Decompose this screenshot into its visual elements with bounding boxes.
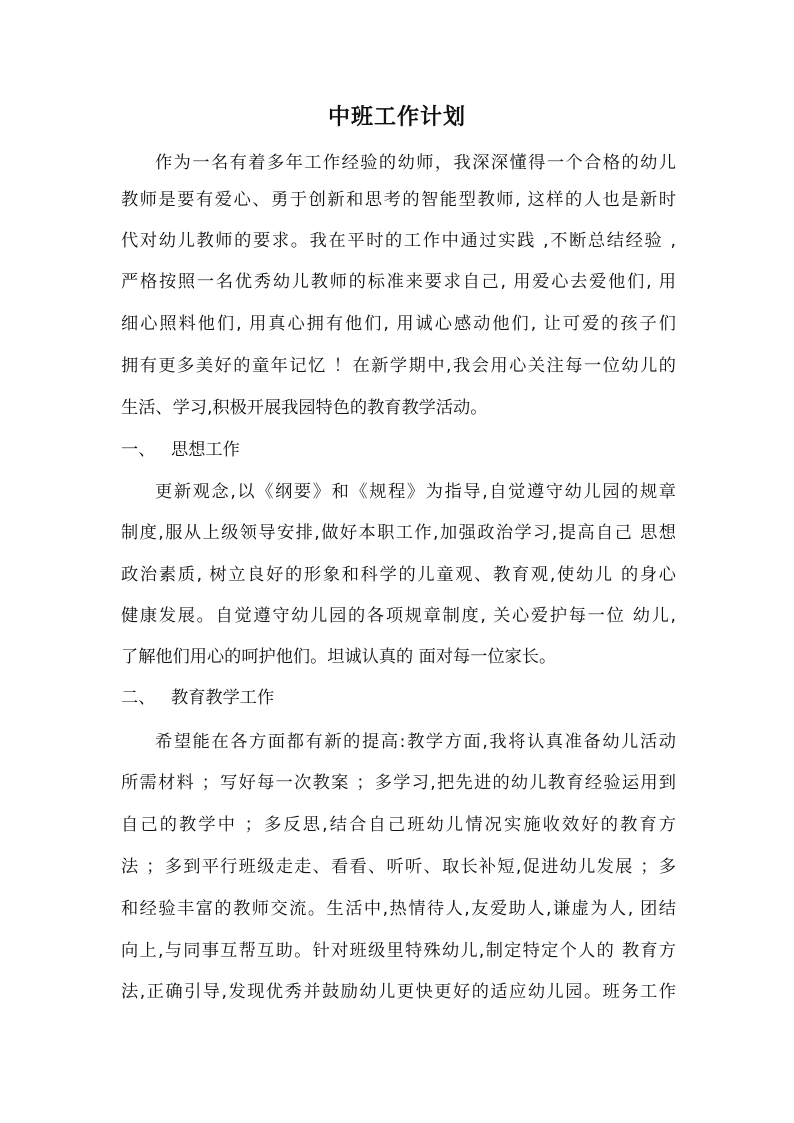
section1-line-1: 更新观念,以《纲要》和《规程》为指导,自觉遵守幼儿园的规章 [155,482,676,502]
intro-line-6: 拥有更多美好的童年记忆 ！在新学期中,我会用心关注每一位幼儿的 [121,356,676,376]
section2-line-6: 向上,与同事互帮互助。针对班级里特殊幼儿,制定特定个人的 教育方 [121,941,676,961]
intro-line-2: 教师是要有爱心、勇于创新和思考的智能型教师, 这样的人也是新时 [121,190,676,210]
page-title: 中班工作计划 [327,104,466,130]
section-title-1: 思想工作 [171,440,240,460]
section-heading-2 [121,686,274,710]
section2-line-7: 法,正确引导,发现优秀并鼓励幼儿更快更好的适应幼儿园。班务工作 [121,982,676,1002]
intro-line-3: 代对幼儿教师的要求。我在平时的工作中通过实践 ,不断总结经验 , [121,231,676,251]
section1-line-3: 政治素质, 树立良好的形象和科学的儿童观、教育观,使幼儿 的身心 [121,565,676,585]
section2-line-4: 法 ；多到平行班级走走、看看、听听、取长补短,促进幼儿发展 ；多 [121,857,676,877]
intro-line-4: 严格按照一名优秀幼儿教师的标准来要求自己, 用爱心去爱他们, 用 [121,272,676,292]
intro-line-7: 生活、学习,积极开展我园特色的教育教学活动。 [121,398,488,418]
section2-line-2: 所需材料 ；写好每一次教案 ；多学习,把先进的幼儿教育经验运用到 [121,773,676,793]
intro-line-1: 作为一名有着多年工作经验的幼师，我深深懂得一个合格的幼儿 [155,153,676,173]
section-title-2: 教育教学工作 [171,688,275,708]
section-number-2: 二、 [121,688,156,708]
section-heading-1 [121,438,240,462]
section1-line-5: 了解他们用心的呵护他们。坦诚认真的 面对每一位家长。 [121,647,557,667]
section-number-1: 一、 [121,440,156,460]
section2-line-3: 自己的教学中 ；多反思,结合自己班幼儿情况实施收效好的教育方 [121,815,676,835]
intro-line-5: 细心照料他们, 用真心拥有他们, 用诚心感动他们, 让可爱的孩子们 [121,314,676,334]
section1-line-4: 健康发展。自觉遵守幼儿园的各项规章制度, 关心爱护每一位 幼儿, [121,606,676,626]
section1-line-2: 制度,服从上级领导安排,做好本职工作,加强政治学习,提高自己 思想 [121,523,676,543]
section2-line-1: 希望能在各方面都有新的提高:教学方面,我将认真准备幼儿活动 [155,732,676,752]
section2-line-5: 和经验丰富的教师交流。生活中,热情待人,友爱助人,谦虚为人, 团结 [121,899,676,919]
